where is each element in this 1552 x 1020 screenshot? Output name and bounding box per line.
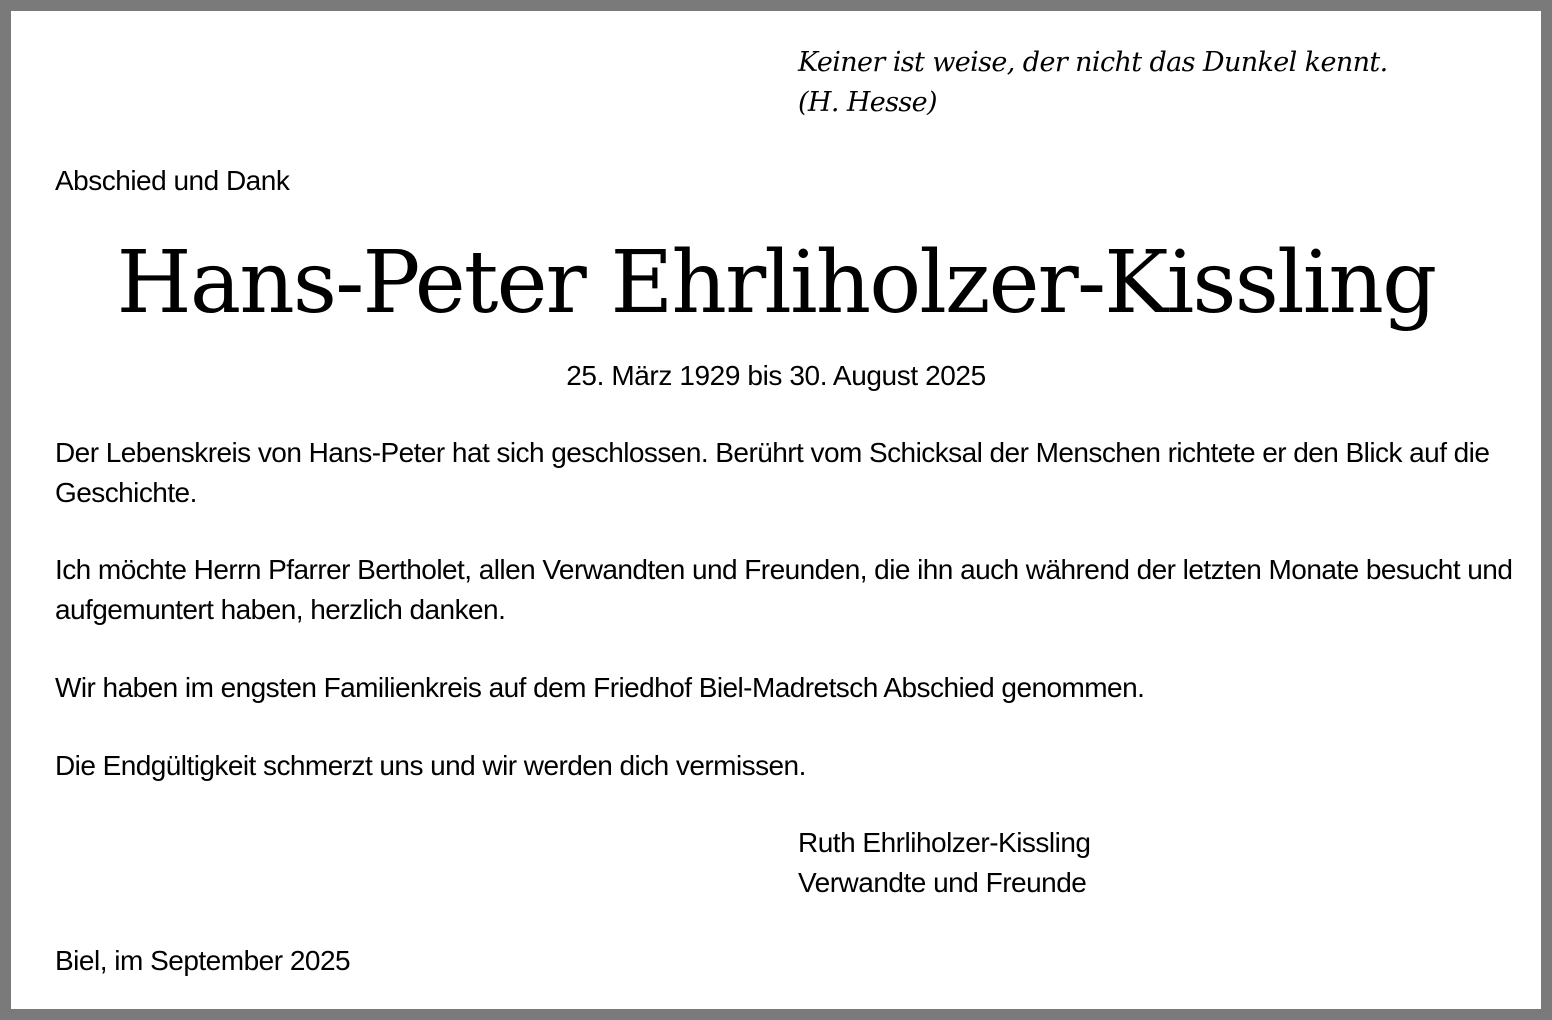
motto-quote: Keiner ist weise, der nicht das Dunkel kennt. bbox=[798, 47, 1388, 78]
signer-relatives: Verwandte und Freunde bbox=[798, 867, 1087, 898]
signers-block bbox=[798, 823, 1091, 903]
place-and-date: Biel, im September 2025 bbox=[55, 945, 351, 976]
motto-author: (H. Hesse) bbox=[798, 87, 937, 118]
signer-name: Ruth Ehrliholzer-Kissling bbox=[798, 827, 1091, 858]
paragraph-missing: Die Endgültigkeit schmerzt uns und wir werden dich vermissen. bbox=[55, 750, 806, 781]
paragraph-farewell: Wir haben im engsten Familienkreis auf dem Friedhof Biel-Madretsch Abschied genommen. bbox=[55, 672, 1145, 703]
farewell-heading: Abschied und Dank bbox=[55, 165, 290, 196]
deceased-name: Hans-Peter Ehrliholzer-Kissling bbox=[116, 233, 1436, 333]
life-dates: 25. März 1929 bis 30. August 2025 bbox=[566, 360, 986, 391]
paragraph-life-circle: Der Lebenskreis von Hans-Peter hat sich geschlossen. Berührt vom Schicksal der Menschen richtete er den Blick auf die Geschichte. bbox=[55, 437, 1490, 508]
paragraph-thanks: Ich möchte Herrn Pfarrer Bertholet, allen Verwandten und Freunden, die ihn auch während der letzten Monate besucht und aufgemuntert haben, herzlich danken. bbox=[55, 554, 1513, 625]
obituary-card bbox=[11, 11, 1541, 1009]
motto-quote-block bbox=[798, 43, 1388, 123]
